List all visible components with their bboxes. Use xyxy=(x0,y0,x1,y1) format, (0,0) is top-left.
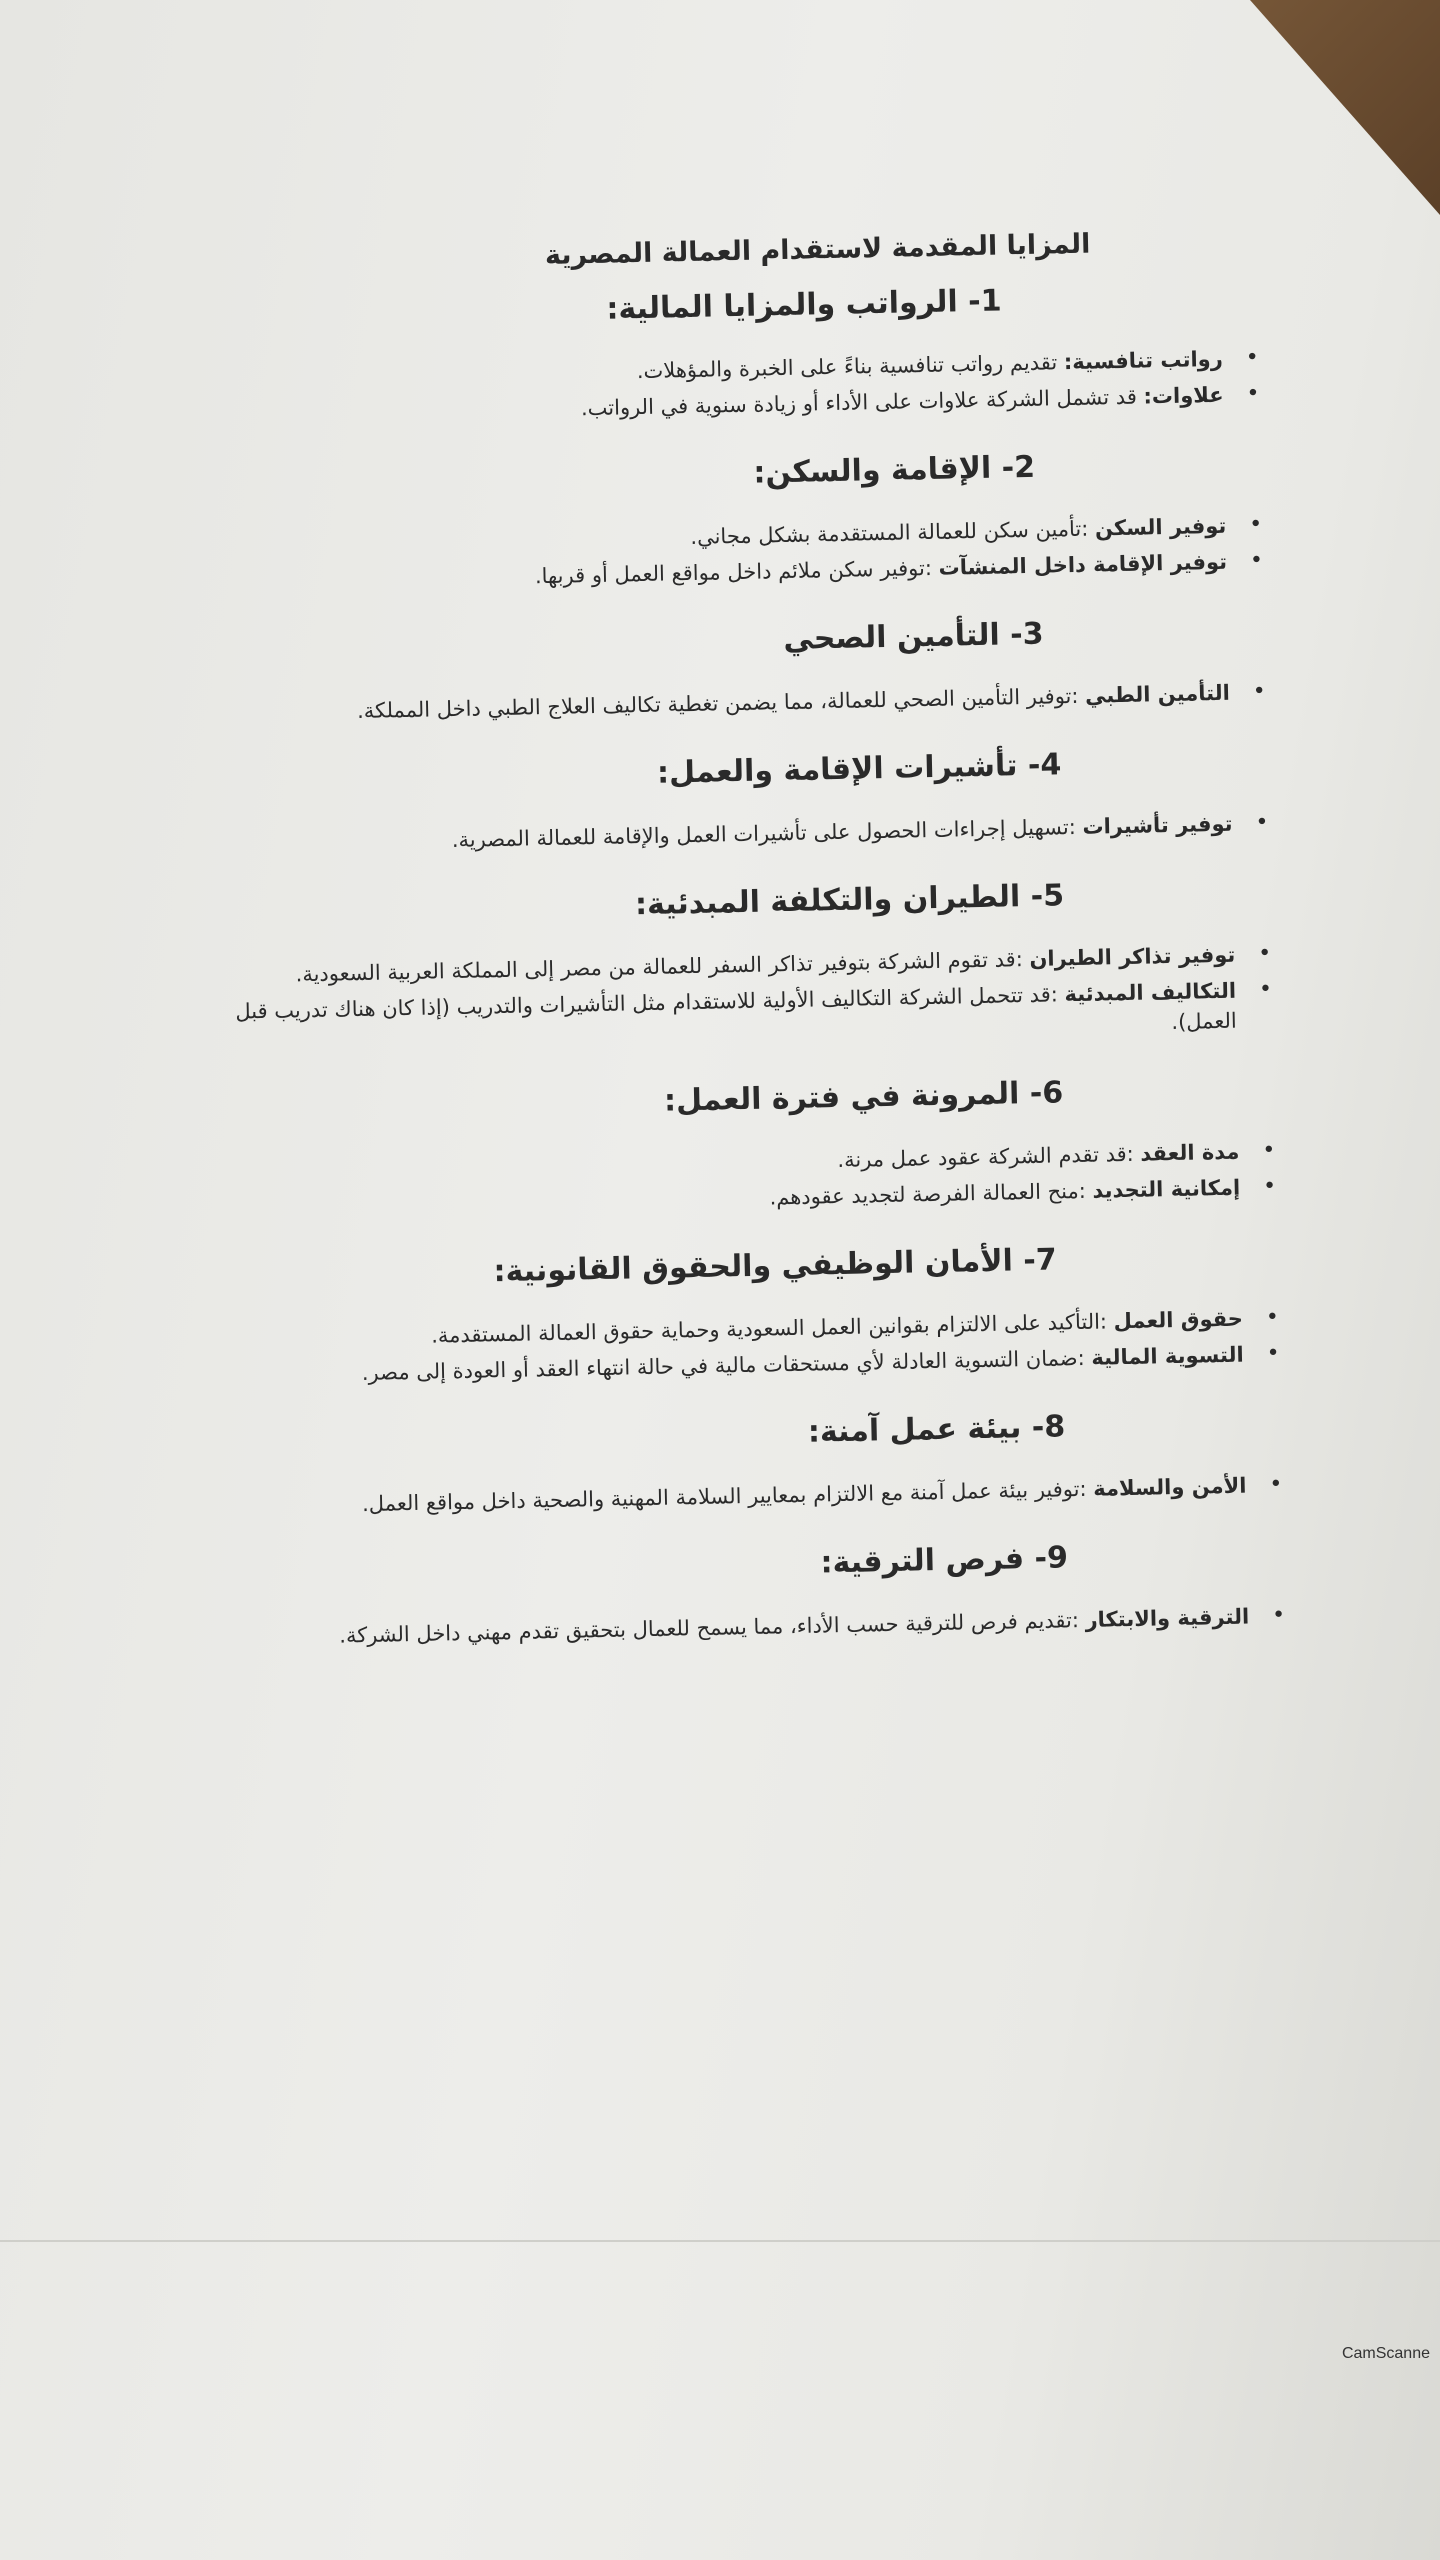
section-heading: 2- الإقامة والسكن: xyxy=(753,449,1036,491)
item-text: :تأمين سكن للعمالة المستقدمة بشكل مجاني. xyxy=(690,516,1096,549)
list-item xyxy=(216,1471,1246,1523)
section-safe-environment xyxy=(215,1405,1287,1522)
bullet-list xyxy=(205,939,1277,1057)
bullet-list xyxy=(213,1303,1284,1391)
item-label: الترقية والابتكار xyxy=(1085,1604,1250,1632)
scanner-watermark: CamScanne xyxy=(1341,2345,1430,2362)
section-visas xyxy=(201,743,1273,860)
bullet-list xyxy=(202,808,1272,860)
bullet-list xyxy=(209,1136,1280,1224)
bullet-list xyxy=(216,1470,1286,1522)
item-text: :ضمان التسوية العادلة لأي مستحقات مالية في حالة انتهاء العقد أو العودة إلى مصر. xyxy=(361,1345,1092,1386)
item-label: التأمين الطبي xyxy=(1084,680,1231,708)
section-heading: 7- الأمان الوظيفي والحقوق القانونية: xyxy=(493,1242,1057,1290)
item-label: رواتب تنافسية: xyxy=(1063,346,1224,375)
list-item xyxy=(202,809,1232,861)
item-label: علاوات: xyxy=(1143,382,1224,409)
section-flights xyxy=(204,874,1277,1057)
item-label: توفير تذاكر الطيران xyxy=(1029,942,1236,971)
section-heading: 4- تأشيرات الإقامة والعمل: xyxy=(656,747,1062,791)
list-item xyxy=(200,678,1230,730)
item-label: توفير السكن xyxy=(1094,513,1227,541)
item-label: الأمن والسلامة xyxy=(1092,1473,1247,1501)
section-salaries xyxy=(191,278,1264,431)
item-text: :التأكيد على الالتزام بقوانين العمل السعودية وحماية حقوق العمالة المستقدمة. xyxy=(430,1309,1114,1348)
item-label: إمكانية التجديد xyxy=(1092,1175,1241,1203)
item-label: مدة العقد xyxy=(1140,1139,1240,1166)
sheet-edge-line xyxy=(0,2240,1440,2242)
item-text: :قد تقوم الشركة بتوفير تذاكر السفر للعمالة من مصر إلى المملكة العربية السعودية. xyxy=(295,946,1030,987)
section-flexibility xyxy=(208,1071,1281,1224)
document-title: المزايا المقدمة لاستقدام العمالة المصرية xyxy=(544,228,1091,271)
section-housing xyxy=(195,445,1268,598)
section-heading: 6- المرونة في فترة العمل: xyxy=(663,1075,1064,1119)
item-text: :توفير بيئة عمل آمنة مع الالتزام بمعايير السلامة المهنية والصحية داخل مواقع العمل. xyxy=(361,1476,1094,1517)
item-text: :تسهيل إجراءات الحصول على تأشيرات العمل والإقامة للعمالة المصرية. xyxy=(451,814,1083,853)
document-body xyxy=(190,225,1289,1659)
item-text: :قد تقدم الشركة عقود عمل مرنة. xyxy=(837,1141,1141,1173)
item-text: :توفير التأمين الصحي للعمالة، مما يضمن تغطية تكاليف العلاج الطبي داخل المملكة. xyxy=(356,683,1086,724)
section-heading: 3- التأمين الصحي xyxy=(783,616,1044,658)
section-promotion xyxy=(218,1536,1290,1653)
section-heading: 8- بيئة عمل آمنة: xyxy=(807,1409,1066,1450)
item-text: قد تشمل الشركة علاوات على الأداء أو زيادة سنوية في الرواتب. xyxy=(580,384,1144,421)
item-text: :منح العمالة الفرصة لتجديد عقودهم. xyxy=(769,1178,1093,1210)
section-heading: 9- فرص الترقية: xyxy=(820,1540,1069,1581)
item-text: :توفير سكن ملائم داخل مواقع العمل أو قربها. xyxy=(534,555,939,589)
item-label: حقوق العمل xyxy=(1113,1306,1244,1334)
section-job-security xyxy=(211,1238,1284,1391)
item-label: التسوية المالية xyxy=(1091,1342,1244,1370)
item-text: تقديم رواتب تنافسية بناءً على الخبرة والمؤهلات. xyxy=(636,350,1065,384)
section-health-insurance xyxy=(198,612,1270,729)
item-text: :قد تتحمل الشركة التكاليف الأولية للاستقدام مثل التأشيرات والتدريب (إذا كان هناك تدريب قبل العمل). xyxy=(235,982,1237,1035)
item-label: توفير الإقامة داخل المنشآت xyxy=(938,549,1228,580)
bullet-list xyxy=(193,343,1264,431)
bullet-list xyxy=(196,510,1267,598)
item-label: التكاليف المبدئية xyxy=(1064,978,1237,1007)
bullet-list xyxy=(200,677,1270,729)
section-heading: 1- الرواتب والمزايا المالية: xyxy=(606,283,1002,327)
section-heading: 5- الطيران والتكلفة المبدئية: xyxy=(634,878,1065,923)
item-text: :تقديم فرص للترقية حسب الأداء، مما يسمح للعمال بتحقيق تقدم مهني داخل الشركة. xyxy=(339,1607,1086,1648)
item-label: توفير تأشيرات xyxy=(1082,811,1233,839)
